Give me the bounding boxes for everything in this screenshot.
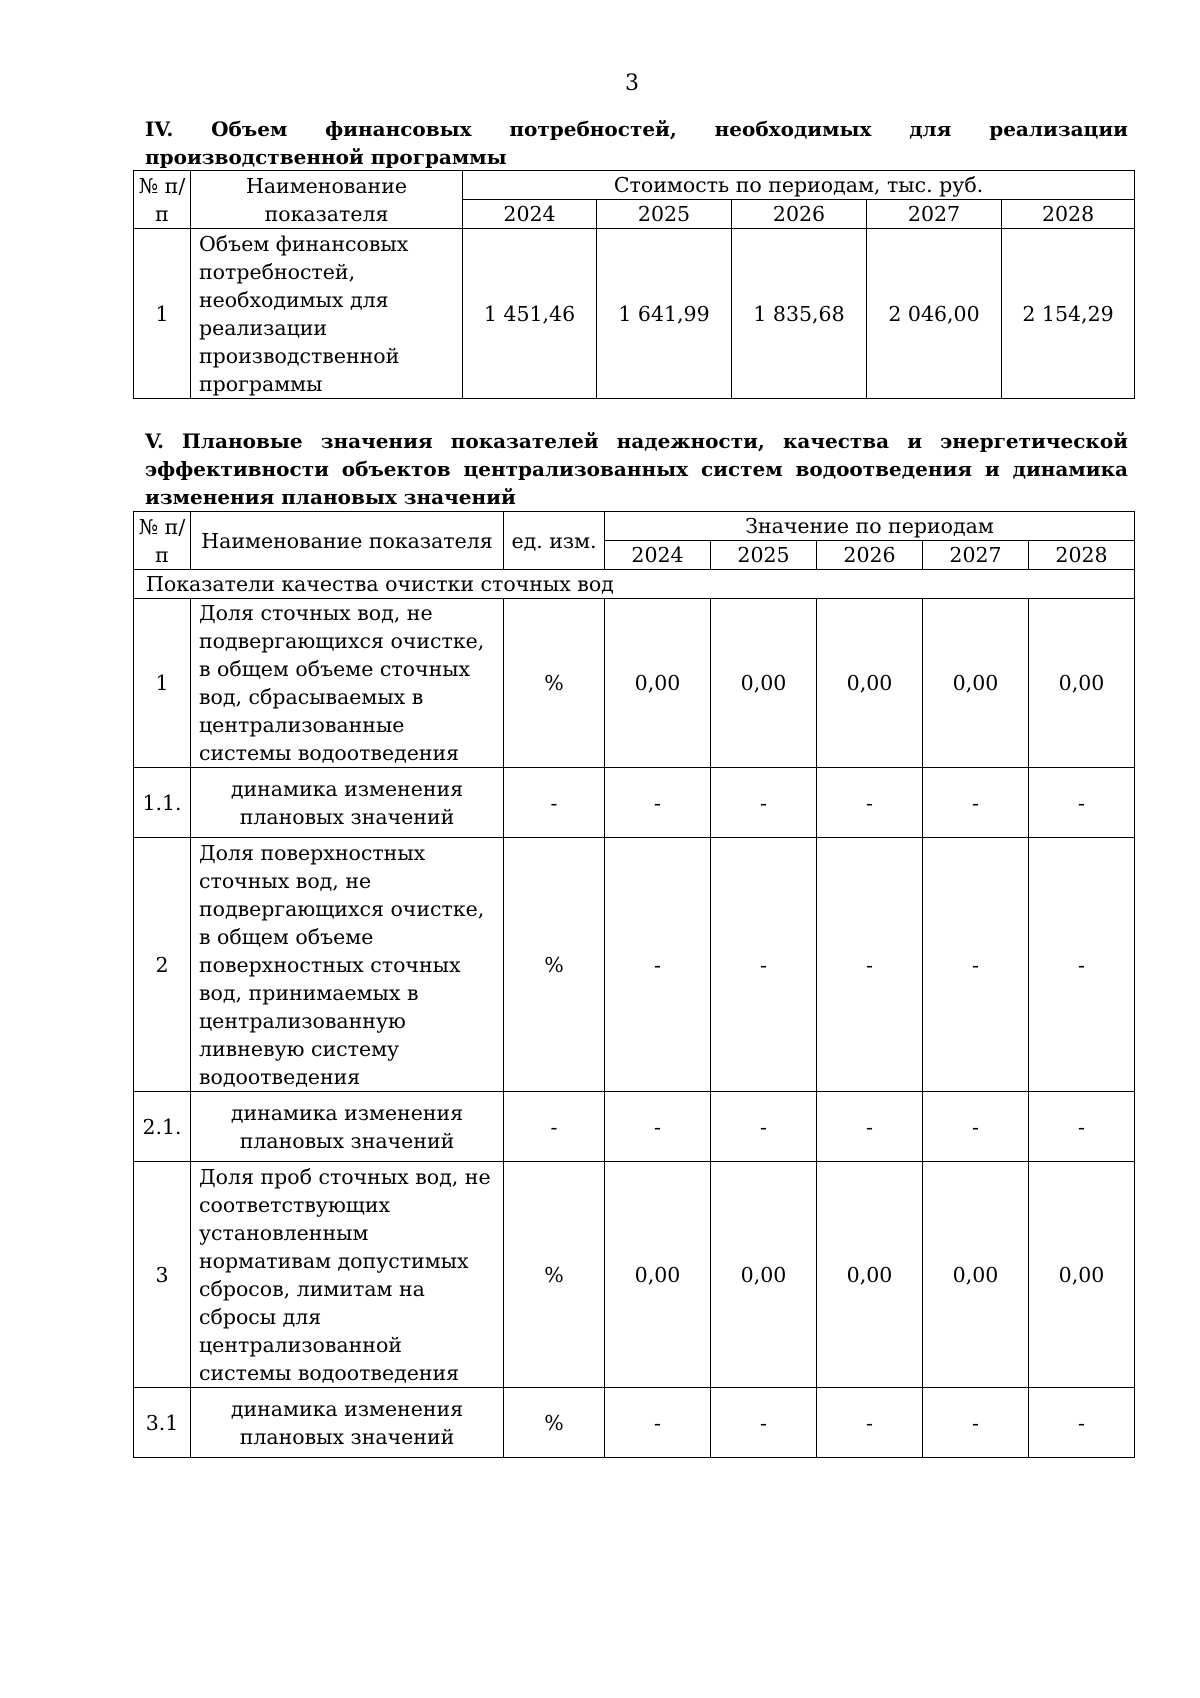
header-year: 2028 — [1002, 200, 1135, 229]
row-unit: - — [504, 1092, 605, 1162]
row-value: - — [1029, 1388, 1135, 1458]
group-label: Показатели качества очистки сточных вод — [134, 570, 1135, 599]
header-year: 2026 — [732, 200, 867, 229]
row-value: - — [605, 1092, 711, 1162]
row-value: - — [923, 768, 1029, 838]
header-num: № п/п — [134, 171, 191, 229]
row-num: 3.1 — [134, 1388, 191, 1458]
section-5-title: V. Плановые значения показателей надежности, качества и энергетической эффективности объектов централизованных систем водоотведения и динамика изменения плановых значений — [145, 429, 1128, 509]
financial-needs-table — [133, 170, 1135, 399]
header-unit: ед. изм. — [504, 512, 605, 570]
row-value: - — [817, 1388, 923, 1458]
row-value: - — [817, 768, 923, 838]
header-year: 2025 — [597, 200, 732, 229]
row-value: 0,00 — [923, 1162, 1029, 1388]
row-value: 0,00 — [711, 1162, 817, 1388]
row-value: - — [605, 1388, 711, 1458]
header-cost-group: Стоимость по периодам, тыс. руб. — [463, 171, 1135, 200]
row-value: 0,00 — [817, 1162, 923, 1388]
row-value: 1 835,68 — [732, 229, 867, 399]
header-year: 2025 — [711, 541, 817, 570]
table-row — [134, 599, 1135, 768]
row-value: 2 154,29 — [1002, 229, 1135, 399]
row-value: - — [1029, 838, 1135, 1092]
header-num: № п/п — [134, 512, 191, 570]
page-number: 3 — [625, 71, 639, 96]
row-value: 0,00 — [605, 599, 711, 768]
row-value: - — [711, 768, 817, 838]
row-value: - — [605, 768, 711, 838]
row-value: - — [923, 838, 1029, 1092]
row-value: 0,00 — [1029, 1162, 1135, 1388]
row-value: - — [923, 1092, 1029, 1162]
group-row — [134, 570, 1135, 599]
row-num: 1.1. — [134, 768, 191, 838]
row-value: 1 451,46 — [463, 229, 597, 399]
header-year: 2024 — [463, 200, 597, 229]
header-year: 2027 — [923, 541, 1029, 570]
table-row — [134, 768, 1135, 838]
row-value: - — [817, 838, 923, 1092]
header-year: 2028 — [1029, 541, 1135, 570]
table-row — [134, 1162, 1135, 1388]
row-value: - — [1029, 768, 1135, 838]
row-num: 2.1. — [134, 1092, 191, 1162]
row-unit: - — [504, 768, 605, 838]
row-num: 3 — [134, 1162, 191, 1388]
row-num: 2 — [134, 838, 191, 1092]
table-header-row — [134, 171, 1135, 200]
row-value: 2 046,00 — [867, 229, 1002, 399]
row-value: - — [711, 1388, 817, 1458]
header-name: Наименование показателя — [191, 512, 504, 570]
section-4-title: IV. Объем финансовых потребностей, необходимых для реализации производственной программы — [145, 117, 1128, 169]
row-value: 0,00 — [711, 599, 817, 768]
row-name: Объем финансовых потребностей, необходимых для реализации производственной программы — [191, 229, 463, 399]
row-name: динамика изменения плановых значений — [191, 768, 504, 838]
row-value: - — [1029, 1092, 1135, 1162]
row-name: Доля сточных вод, не подвергающихся очистке, в общем объеме сточных вод, сбрасываемых в централизованные системы водоотведения — [191, 599, 504, 768]
row-value: 0,00 — [605, 1162, 711, 1388]
row-value: - — [923, 1388, 1029, 1458]
header-year: 2024 — [605, 541, 711, 570]
row-unit: % — [504, 1388, 605, 1458]
header-value-group: Значение по периодам — [605, 512, 1135, 541]
row-value: 0,00 — [1029, 599, 1135, 768]
row-value: - — [605, 838, 711, 1092]
row-value: - — [817, 1092, 923, 1162]
row-value: - — [711, 1092, 817, 1162]
row-unit: % — [504, 1162, 605, 1388]
row-value: 0,00 — [923, 599, 1029, 768]
table-row — [134, 229, 1135, 399]
row-name: Доля проб сточных вод, не соответствующих установленным нормативам допустимых сбросов, лимитам на сбросы для централизованной системы водоотведения — [191, 1162, 504, 1388]
row-num: 1 — [134, 599, 191, 768]
header-year: 2027 — [867, 200, 1002, 229]
row-num: 1 — [134, 229, 191, 399]
table-row — [134, 838, 1135, 1092]
row-name: динамика изменения плановых значений — [191, 1092, 504, 1162]
row-unit: % — [504, 599, 605, 768]
row-value: 0,00 — [817, 599, 923, 768]
row-name: Доля поверхностных сточных вод, не подвергающихся очистке, в общем объеме поверхностных сточных вод, принимаемых в централизованную ливневую систему водоотведения — [191, 838, 504, 1092]
table-row — [134, 1092, 1135, 1162]
header-year: 2026 — [817, 541, 923, 570]
row-unit: % — [504, 838, 605, 1092]
header-name: Наименование показателя — [191, 171, 463, 229]
row-name: динамика изменения плановых значений — [191, 1388, 504, 1458]
table-row — [134, 1388, 1135, 1458]
indicators-table — [133, 511, 1135, 1458]
row-value: - — [711, 838, 817, 1092]
table-header-row — [134, 512, 1135, 541]
row-value: 1 641,99 — [597, 229, 732, 399]
